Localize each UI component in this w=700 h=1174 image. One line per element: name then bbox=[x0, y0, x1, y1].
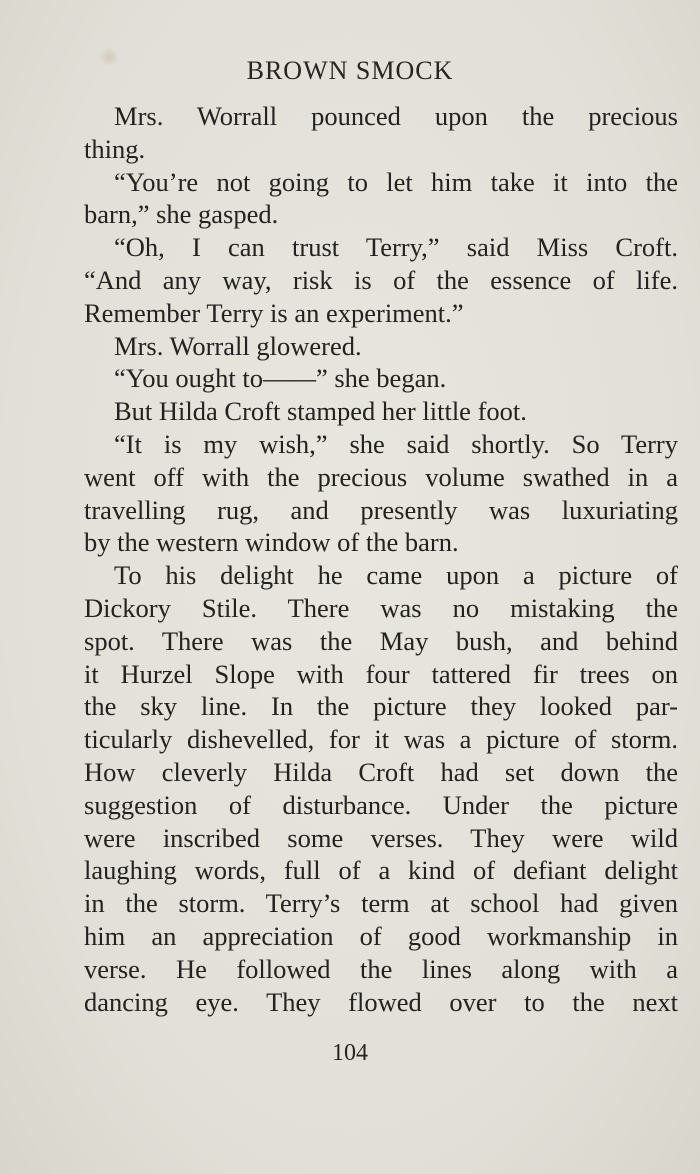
text-line: travelling rug, and presently was luxuriating bbox=[84, 494, 678, 525]
body-text bbox=[84, 100, 678, 1018]
running-head: BROWN SMOCK bbox=[246, 56, 454, 85]
text-line: But Hilda Croft stamped her little foot. bbox=[114, 396, 527, 427]
text-line: To his delight he came upon a picture of bbox=[114, 560, 678, 591]
text-line: barn,” she gasped. bbox=[84, 199, 279, 230]
text-line: Remember Terry is an experiment.” bbox=[84, 297, 464, 328]
text-line: him an appreciation of good workmanship in bbox=[84, 920, 678, 951]
text-line: spot. There was the May bush, and behind bbox=[84, 625, 678, 656]
text-line: thing. bbox=[84, 133, 146, 164]
text-line: Mrs. Worrall pounced upon the precious bbox=[114, 101, 678, 131]
page-number: 104 bbox=[332, 1040, 368, 1066]
text-line: suggestion of disturbance. Under the picture bbox=[84, 789, 678, 820]
text-line: Dickory Stile. There was no mistaking the bbox=[84, 592, 678, 623]
text-line: “It is my wish,” she said shortly. So Terry bbox=[114, 428, 678, 459]
text-line: “Oh, I can trust Terry,” said Miss Croft. bbox=[114, 232, 678, 263]
text-line: by the western window of the barn. bbox=[84, 527, 459, 558]
text-line: “You’re not going to let him take it into the bbox=[114, 166, 678, 197]
text-line: were inscribed some verses. They were wild bbox=[84, 822, 678, 853]
text-line: How cleverly Hilda Croft had set down the bbox=[84, 756, 678, 787]
text-line: Mrs. Worrall glowered. bbox=[114, 330, 362, 361]
text-line: ticularly dishevelled, for it was a picture of storm. bbox=[84, 724, 678, 755]
text-line: verse. He followed the lines along with a bbox=[84, 953, 678, 984]
text-line: “You ought to——” she began. bbox=[114, 363, 447, 394]
text-line: went off with the precious volume swathed in a bbox=[84, 461, 678, 492]
text-line: in the storm. Terry’s term at school had given bbox=[84, 888, 678, 919]
text-line: the sky line. In the picture they looked par- bbox=[84, 691, 678, 722]
text-line: laughing words, full of a kind of defiant delight bbox=[84, 855, 678, 886]
text-line: “And any way, risk is of the essence of life. bbox=[84, 264, 678, 295]
text-line: dancing eye. They flowed over to the next bbox=[84, 986, 678, 1017]
text-line: it Hurzel Slope with four tattered fir trees on bbox=[84, 658, 678, 689]
